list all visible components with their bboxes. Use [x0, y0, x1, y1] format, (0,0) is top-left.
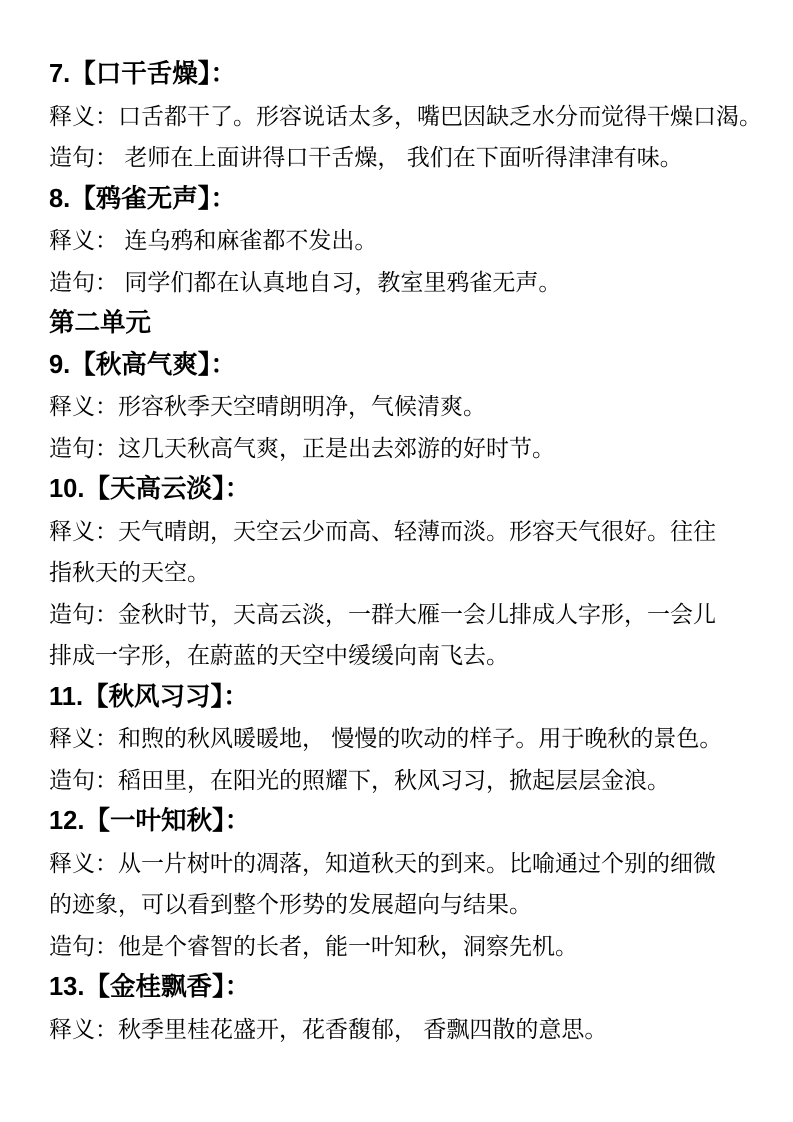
body-line: 释义：口舌都干了。形容说话太多，嘴巴因缺乏水分而觉得干燥口渴。: [49, 102, 762, 129]
entry-heading: 10.【天高云淡】：: [49, 475, 251, 503]
body-line: 造句：这几天秋高气爽，正是出去郊游的好时节。: [49, 434, 555, 461]
body-line: 造句：金秋时节，天高云淡，一群大雁一会儿排成人字形，一会儿: [49, 600, 716, 627]
body-line: 造句： 同学们都在认真地自习，教室里鸦雀无声。: [49, 268, 562, 295]
body-line: 释义： 连乌鸦和麻雀都不发出。: [49, 227, 378, 253]
body-line: 造句：稻田里，在阳光的照耀下，秋风习习，掀起层层金浪。: [49, 766, 670, 793]
body-line: 释义：天气晴朗，天空云少而高、轻薄而淡。形容天气很好。往往: [49, 517, 716, 544]
body-line: 释义：和煦的秋风暖暖地， 慢慢的吹动的样子。用于晚秋的景色。: [49, 725, 723, 751]
entry-heading: 9.【秋高气爽】：: [49, 350, 237, 379]
section-heading: 第二单元: [49, 309, 152, 337]
body-line: 排成一字形，在蔚蓝的天空中缓缓向南飞去。: [49, 642, 509, 668]
body-line: 造句： 老师在上面讲得口干舌燥， 我们在下面听得津津有味。: [49, 144, 683, 170]
entry-heading: 7.【口干舌燥】：: [49, 60, 237, 88]
entry-heading: 11.【秋风习习】：: [49, 682, 249, 711]
body-line: 释义：秋季里桂花盛开，花香馥郁， 香飘四散的意思。: [49, 1015, 608, 1042]
body-line: 释义：形容秋季天空晴朗明净，气候清爽。: [49, 393, 486, 419]
body-line: 指秋天的天空。: [49, 559, 210, 585]
entry-heading: 13.【金桂飘香】：: [49, 973, 251, 1001]
entry-heading: 8.【鸦雀无声】：: [49, 184, 237, 213]
body-line: 释义：从一片树叶的凋落，知道秋天的到来。比喻通过个别的细微: [49, 849, 716, 876]
entry-heading: 12.【一叶知秋】：: [49, 807, 251, 835]
body-line: 的迹象，可以看到整个形势的发展超向与结果。: [49, 891, 532, 917]
body-line: 造句：他是个睿智的长者，能一叶知秋，洞察先机。: [49, 932, 578, 959]
